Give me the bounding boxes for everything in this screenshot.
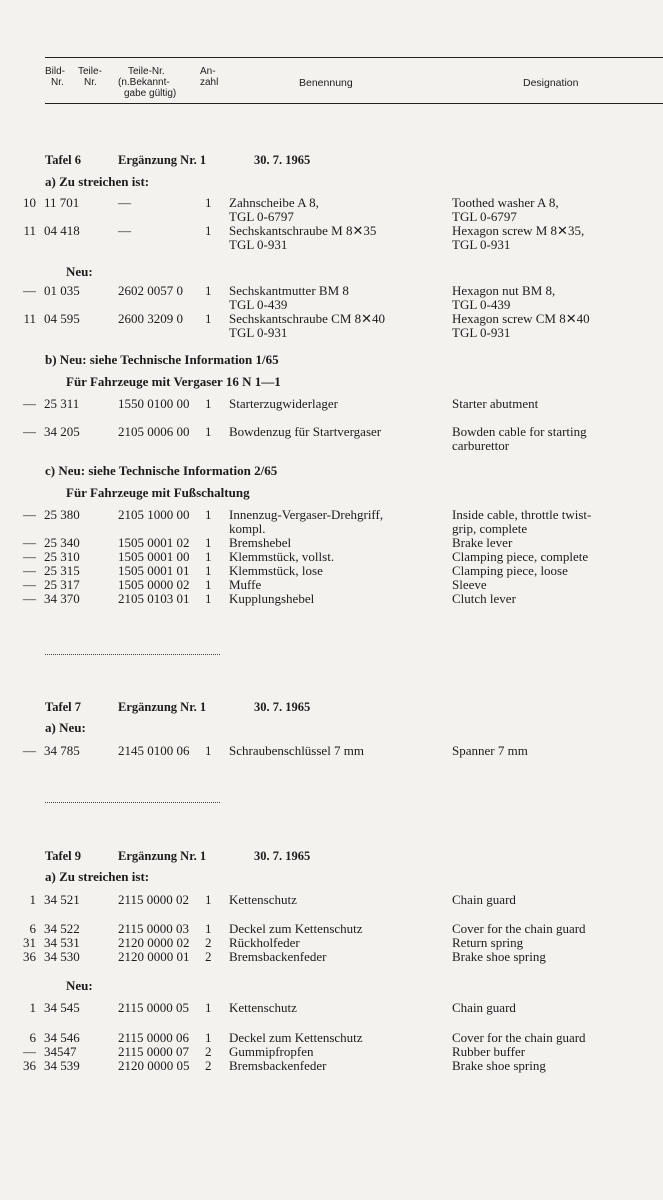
designation: Chain guard	[452, 1000, 516, 1015]
tafel6-neu-label: Neu:	[66, 264, 93, 279]
teile-no: 25 311	[44, 396, 80, 411]
benennung: Kettenschutz	[229, 1000, 297, 1015]
part-no: 1550 0100 00	[118, 396, 190, 411]
part-no: 2105 0103 01	[118, 591, 190, 606]
designation: Spanner 7 mm	[452, 743, 528, 758]
designation: Brake shoe spring	[452, 949, 546, 964]
bild-no: —	[23, 549, 36, 564]
teile-no: 34 539	[44, 1058, 80, 1073]
col-bild-line2: Nr.	[51, 77, 64, 88]
benennung: Starterzugwiderlager	[229, 396, 339, 411]
quantity: 1	[205, 892, 212, 907]
part-no: 2120 0000 05	[118, 1058, 190, 1073]
bild-no: 1	[29, 892, 36, 907]
bild-no: —	[23, 577, 36, 592]
designation: carburettor	[452, 438, 510, 453]
designation: TGL 0-6797	[452, 209, 517, 224]
benennung: kompl.	[229, 521, 266, 536]
tafel9-date: 30. 7. 1965	[254, 849, 311, 863]
bild-no: —	[23, 563, 36, 578]
tafel6-ergaenzung: Ergänzung Nr. 1	[118, 153, 207, 167]
col-teile-header	[78, 66, 102, 88]
col-teilenr-line3: gabe gültig)	[124, 88, 177, 99]
bild-no: 11	[23, 223, 36, 238]
col-anzahl-line1: An-	[200, 66, 216, 77]
quantity: 2	[205, 949, 212, 964]
tafel9-section-a: a) Zu streichen ist:	[45, 869, 150, 884]
teile-no: 34 370	[44, 591, 80, 606]
benennung: Bremsbackenfeder	[229, 949, 327, 964]
tafel6-section-c-sub: Für Fahrzeuge mit Fußschaltung	[66, 485, 250, 500]
designation: Starter abutment	[452, 396, 539, 411]
quantity: 2	[205, 935, 212, 950]
benennung: Bowdenzug für Startvergaser	[229, 424, 382, 439]
teile-no: 34 205	[44, 424, 80, 439]
teile-no: 25 315	[44, 563, 80, 578]
teile-no: 34 521	[44, 892, 80, 907]
designation: Hexagon screw M 8✕35,	[452, 223, 585, 238]
designation: Inside cable, throttle twist-	[452, 507, 592, 522]
part-no: 2115 0000 03	[118, 921, 190, 936]
bild-no: 36	[23, 949, 36, 964]
quantity: 1	[205, 535, 212, 550]
teile-no: 25 340	[44, 535, 80, 550]
quantity: 1	[205, 396, 212, 411]
part-no: 1505 0001 02	[118, 535, 190, 550]
teile-no: 34 785	[44, 743, 80, 758]
tafel6-section-b: b) Neu: siehe Technische Information 1/65	[45, 352, 279, 367]
quantity: 1	[205, 283, 212, 298]
col-teile-line2: Nr.	[84, 77, 97, 88]
tafel7-ergaenzung: Ergänzung Nr. 1	[118, 700, 207, 714]
tafel7-date: 30. 7. 1965	[254, 700, 311, 714]
designation: Brake shoe spring	[452, 1058, 546, 1073]
designation: Rubber buffer	[452, 1044, 526, 1059]
bild-no: —	[23, 424, 36, 439]
separator-dots	[45, 654, 220, 655]
col-benennung-header: Benennung	[299, 77, 353, 89]
teile-no: 01 035	[44, 283, 80, 298]
part-no: 1505 0001 01	[118, 563, 190, 578]
benennung: Klemmstück, lose	[229, 563, 323, 578]
benennung: Kettenschutz	[229, 892, 297, 907]
quantity: 1	[205, 743, 212, 758]
teile-no: 04 418	[44, 223, 80, 238]
benennung: Deckel zum Kettenschutz	[229, 921, 363, 936]
quantity: 1	[205, 549, 212, 564]
quantity: 1	[205, 1030, 212, 1045]
designation: Brake lever	[452, 535, 513, 550]
bild-no: —	[23, 1044, 36, 1059]
quantity: 1	[205, 577, 212, 592]
part-no: 2115 0000 02	[118, 892, 190, 907]
part-no: 2105 0006 00	[118, 424, 190, 439]
header-top-rule	[45, 57, 663, 58]
header-bottom-rule	[45, 103, 663, 104]
teile-no: 25 310	[44, 549, 80, 564]
quantity: 1	[205, 195, 212, 210]
benennung: Rückholfeder	[229, 935, 300, 950]
col-teile-line1: Teile-	[78, 66, 102, 77]
designation: Bowden cable for starting	[452, 424, 587, 439]
tafel7-title: Tafel 7	[45, 700, 81, 714]
bild-no: —	[23, 507, 36, 522]
designation: Clutch lever	[452, 591, 516, 606]
designation: Chain guard	[452, 892, 516, 907]
benennung: Sechskantmutter BM 8	[229, 283, 349, 298]
part-no: 1505 0000 02	[118, 577, 190, 592]
part-no: —	[118, 223, 131, 238]
designation: Sleeve	[452, 577, 487, 592]
teile-no: 34 530	[44, 949, 80, 964]
bild-no: —	[23, 743, 36, 758]
part-no: 2600 3209 0	[118, 311, 183, 326]
quantity: 1	[205, 424, 212, 439]
part-no: 1505 0001 00	[118, 549, 190, 564]
quantity: 1	[205, 311, 212, 326]
quantity: 1	[205, 921, 212, 936]
part-no: 2115 0000 07	[118, 1044, 190, 1059]
tafel9-neu-label: Neu:	[66, 978, 93, 993]
col-bild-header	[45, 66, 65, 88]
bild-no: 1	[29, 1000, 36, 1015]
col-teilenr-header	[118, 66, 176, 99]
quantity: 1	[205, 591, 212, 606]
part-no: 2115 0000 06	[118, 1030, 190, 1045]
part-no: 2105 1000 00	[118, 507, 190, 522]
bild-no: 6	[29, 1030, 36, 1045]
benennung: Innenzug-Vergaser-Drehgriff,	[229, 507, 384, 522]
col-anzahl-line2: zahl	[200, 77, 219, 88]
bild-no: 6	[29, 921, 36, 936]
part-no: 2145 0100 06	[118, 743, 190, 758]
benennung: Deckel zum Kettenschutz	[229, 1030, 363, 1045]
col-teilenr-line1: Teile-Nr.	[128, 66, 165, 77]
bild-no: 31	[23, 935, 36, 950]
bild-no: —	[23, 535, 36, 550]
designation: TGL 0-931	[452, 325, 511, 340]
quantity: 1	[205, 563, 212, 578]
quantity: 1	[205, 1000, 212, 1015]
part-no: 2120 0000 01	[118, 949, 190, 964]
quantity: 1	[205, 507, 212, 522]
teile-no: 04 595	[44, 311, 80, 326]
tafel6-title: Tafel 6	[45, 153, 81, 167]
bild-no: 36	[23, 1058, 36, 1073]
col-designation-header: Designation	[523, 77, 579, 89]
benennung: TGL 0-931	[229, 325, 288, 340]
benennung: Bremsbackenfeder	[229, 1058, 327, 1073]
benennung: TGL 0-931	[229, 237, 288, 252]
tafel6-date: 30. 7. 1965	[254, 153, 311, 167]
benennung: Sechskantschraube CM 8✕40	[229, 311, 386, 326]
part-no: 2115 0000 05	[118, 1000, 190, 1015]
tafel9-ergaenzung: Ergänzung Nr. 1	[118, 849, 207, 863]
col-teilenr-line2: (n.Bekannt-	[118, 77, 170, 88]
tafel6-section-c: c) Neu: siehe Technische Information 2/65	[45, 463, 278, 478]
benennung: Schraubenschlüssel 7 mm	[229, 743, 365, 758]
designation: Hexagon screw CM 8✕40	[452, 311, 590, 326]
separator-dots	[45, 802, 220, 803]
designation: Toothed washer A 8,	[452, 195, 559, 210]
bild-no: —	[23, 283, 36, 298]
designation: Cover for the chain guard	[452, 921, 586, 936]
col-anzahl-header	[200, 66, 218, 88]
teile-no: 25 380	[44, 507, 80, 522]
designation: TGL 0-931	[452, 237, 511, 252]
tafel9-title: Tafel 9	[45, 849, 81, 863]
benennung: TGL 0-439	[229, 297, 288, 312]
benennung: Kupplungshebel	[229, 591, 315, 606]
benennung: Bremshebel	[229, 535, 292, 550]
quantity: 1	[205, 223, 212, 238]
designation: grip, complete	[452, 521, 528, 536]
benennung: Muffe	[229, 577, 262, 592]
designation: Hexagon nut BM 8,	[452, 283, 556, 298]
designation: Clamping piece, loose	[452, 563, 568, 578]
teile-no: 11 701	[44, 195, 80, 210]
benennung: Sechskantschraube M 8✕35	[229, 223, 377, 238]
quantity: 2	[205, 1058, 212, 1073]
quantity: 2	[205, 1044, 212, 1059]
designation: TGL 0-439	[452, 297, 511, 312]
bild-no: 10	[23, 195, 36, 210]
benennung: Zahnscheibe A 8,	[229, 195, 319, 210]
bild-no: 11	[23, 311, 36, 326]
teile-no: 34547	[44, 1044, 77, 1059]
benennung: Klemmstück, vollst.	[229, 549, 335, 564]
teile-no: 34 531	[44, 935, 80, 950]
part-no: —	[118, 195, 131, 210]
designation: Cover for the chain guard	[452, 1030, 586, 1045]
tafel6-section-b-sub: Für Fahrzeuge mit Vergaser 16 N 1—1	[66, 374, 281, 389]
teile-no: 25 317	[44, 577, 80, 592]
bild-no: —	[23, 396, 36, 411]
teile-no: 34 545	[44, 1000, 80, 1015]
teile-no: 34 522	[44, 921, 80, 936]
part-no: 2120 0000 02	[118, 935, 190, 950]
col-bild-line1: Bild-	[45, 66, 66, 77]
benennung: Gummipfropfen	[229, 1044, 314, 1059]
designation: Return spring	[452, 935, 524, 950]
teile-no: 34 546	[44, 1030, 80, 1045]
benennung: TGL 0-6797	[229, 209, 294, 224]
tafel7-section-a: a) Neu:	[45, 720, 86, 735]
bild-no: —	[23, 591, 36, 606]
part-no: 2602 0057 0	[118, 283, 183, 298]
designation: Clamping piece, complete	[452, 549, 589, 564]
tafel6-section-a: a) Zu streichen ist:	[45, 174, 150, 189]
